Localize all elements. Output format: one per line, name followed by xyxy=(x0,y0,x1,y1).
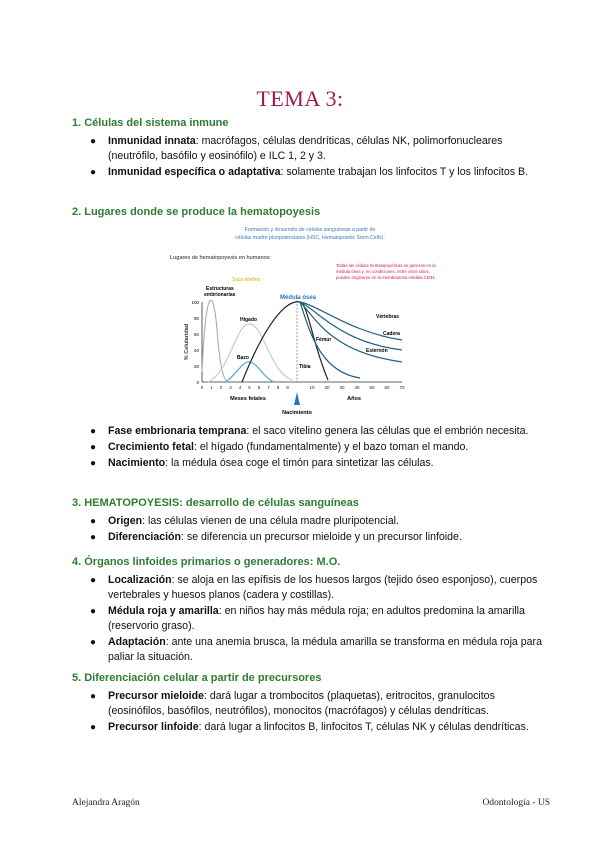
label-higado: Hígado xyxy=(240,317,257,323)
x-tick-label: 70 xyxy=(399,385,405,390)
bullet-icon: ● xyxy=(90,575,97,586)
list-item xyxy=(72,635,542,665)
label-esternon: Esternón xyxy=(366,348,388,354)
label-bazo: Bazo xyxy=(237,355,249,361)
figure-caption-line1: Formación y desarrollo de células sanguíneas a partir de xyxy=(244,227,376,233)
section-heading: 4. Órganos linfoides primarios o generadores: M.O. xyxy=(72,556,341,568)
bullet-list xyxy=(72,424,542,471)
item-term: Precursor mieloide xyxy=(108,690,204,702)
section-lugares-hematopoyesis xyxy=(72,205,542,223)
x-tick-label: 5 xyxy=(248,385,251,390)
y-tick-label: 80 xyxy=(193,316,199,321)
item-text: : el hígado (fundamentalmente) y el bazo toman el mando. xyxy=(193,441,469,453)
item-term: Nacimiento xyxy=(108,457,166,469)
y-tick-label: 60 xyxy=(193,332,199,337)
y-axis-label: % Celularidad xyxy=(184,323,190,361)
label-medula-osea: Médula ósea xyxy=(280,295,317,301)
x-tick-label: 10 xyxy=(309,385,315,390)
saco-vitelino-curve xyxy=(202,300,228,382)
bullet-list xyxy=(72,514,542,545)
bazo-curve xyxy=(226,362,274,382)
list-item xyxy=(72,573,542,603)
section-hematopoyesis xyxy=(72,496,542,546)
x-axis-label-anios: Años xyxy=(347,396,361,402)
bullet-list xyxy=(72,573,542,665)
x-tick-label: 4 xyxy=(238,385,242,390)
x-axis-label-meses: Meses fetales xyxy=(230,396,266,402)
item-term: Origen xyxy=(108,515,143,527)
label-tibia: Tibia xyxy=(299,364,311,370)
list-item xyxy=(72,689,542,719)
figure-caption-line2: células madre pluripotenciales (HSC, Hematopoietic Stem Cells). xyxy=(235,235,385,241)
x-tick-label: 1 xyxy=(210,385,213,390)
footer-author: Alejandra Aragón xyxy=(72,798,140,808)
label-saco-vitelino: Saco vitelino xyxy=(232,277,261,283)
item-term: Localización xyxy=(108,574,172,586)
item-text: : macrófagos, células dendríticas, células NK, polimorfonucleares (neutrófilo, basófilo y eosinófilo) e ILC 1, 2 y 3. xyxy=(108,135,503,162)
bullet-list xyxy=(72,689,542,735)
item-text: : la médula ósea coge el timón para sintetizar las células. xyxy=(165,457,434,469)
document-title: TEMA 3: xyxy=(256,86,344,111)
item-text: : se aloja en las epífisis de los huesos largos (tejido óseo esponjoso), cuerpos vertebrales y huesos planos (cadera y costillas). xyxy=(108,574,538,601)
section-diferenciacion-celular xyxy=(72,671,542,736)
x-tick-label: 2 xyxy=(219,385,223,390)
list-item xyxy=(72,424,542,439)
label-vertebras: Vértebras xyxy=(376,314,400,320)
list-item xyxy=(72,720,542,735)
item-term: Crecimiento fetal xyxy=(108,441,194,453)
hematopoiesis-chart xyxy=(170,222,440,420)
item-text: : dará lugar a trombocitos (plaquetas), eritrocitos, granulocitos (eosinófilos, basófilos, neutrófilos), monocitos (macrófagos) y células dendríticas. xyxy=(108,690,495,717)
item-text: : el saco vitelino genera las células que el embrión necesita. xyxy=(246,425,529,437)
list-item xyxy=(72,165,542,180)
higado-curve xyxy=(208,324,292,382)
item-term: Diferenciación xyxy=(108,531,182,543)
item-term: Fase embrionaria temprana xyxy=(108,425,247,437)
x-tick-label: 60 xyxy=(384,385,390,390)
list-item xyxy=(72,604,542,634)
section-celulas-sistema-inmune xyxy=(72,116,542,181)
label-estructuras: Estructuras xyxy=(206,286,234,292)
label-cadera: Cadera xyxy=(383,331,400,337)
section-heading: 1. Células del sistema inmune xyxy=(72,117,229,129)
item-text: : dará lugar a linfocitos B, linfocitos T, células NK y células dendríticas. xyxy=(198,721,529,733)
bullet-icon: ● xyxy=(90,722,97,733)
y-tick-label: 100 xyxy=(191,300,199,305)
list-item xyxy=(72,440,542,455)
bullet-icon: ● xyxy=(90,167,97,178)
bullet-icon: ● xyxy=(90,136,97,147)
section-heading: 3. HEMATOPOYESIS: desarrollo de células sanguíneas xyxy=(72,497,359,509)
x-tick-label: 50 xyxy=(369,385,375,390)
section-heading: 5. Diferenciación celular a partir de precursores xyxy=(72,672,322,684)
x-tick-label: 6 xyxy=(257,385,261,390)
x-tick-label: 8 xyxy=(276,385,280,390)
x-tick-label: 0 xyxy=(200,385,204,390)
y-tick-label: 20 xyxy=(193,364,199,369)
item-term: Inmunidad innata xyxy=(108,135,196,147)
item-text: : ante una anemia brusca, la médula amarilla se transforma en médula roja para paliar la situación. xyxy=(108,636,542,663)
list-item xyxy=(72,514,542,529)
section-lugares-list xyxy=(72,424,542,472)
bullet-icon: ● xyxy=(90,442,97,453)
footer-course: Odontología - US xyxy=(482,798,550,808)
item-term: Adaptación xyxy=(108,636,166,648)
item-text: : en niños hay más médula roja; en adultos predomina la amarilla (reservorio graso). xyxy=(108,605,525,632)
label-femur: Fémur xyxy=(316,337,332,343)
item-term: Inmunidad específica o adaptativa xyxy=(108,166,281,178)
figure-note-line3: pueden originarse en la membranosa médula CD34. xyxy=(336,275,436,280)
figure-note-line2: médula ósea y, en condiciones, entre otros sitios, xyxy=(336,269,430,274)
x-tick-label: 20 xyxy=(324,385,330,390)
item-text: : las células vienen de una célula madre pluripotencial. xyxy=(142,515,399,527)
list-item xyxy=(72,530,542,545)
bullet-icon: ● xyxy=(90,606,97,617)
item-term: Precursor linfoide xyxy=(108,721,199,733)
list-item xyxy=(72,456,542,471)
label-embrionarias: embrionarias xyxy=(204,292,236,298)
bullet-icon: ● xyxy=(90,637,97,648)
item-text: : se diferencia un precursor mieloide y un precursor linfoide. xyxy=(181,531,462,543)
figure-note-line1: Todas las células hematopoyéticas se generan en la xyxy=(336,263,436,268)
x-tick-label: 3 xyxy=(229,385,232,390)
item-term: Médula roja y amarilla xyxy=(108,605,219,617)
figure-subtitle: Lugares de hematopoyesis en humanos: xyxy=(170,255,272,261)
section-organos-linfoides xyxy=(72,555,542,666)
list-item xyxy=(72,134,542,164)
y-tick-label: 0 xyxy=(196,380,199,385)
y-tick-label: 40 xyxy=(193,348,199,353)
x-tick-label: 7 xyxy=(267,385,270,390)
x-tick-label: 40 xyxy=(354,385,360,390)
item-text: : solamente trabajan los linfocitos T y los linfocitos B. xyxy=(280,166,529,178)
bullet-icon: ● xyxy=(90,691,97,702)
hematopoiesis-figure xyxy=(170,222,440,420)
x-tick-label: 30 xyxy=(339,385,345,390)
bullet-icon: ● xyxy=(90,516,97,527)
label-nacimiento: Nacimiento xyxy=(282,410,312,416)
bullet-icon: ● xyxy=(90,532,97,543)
bullet-list xyxy=(72,134,542,180)
arrow-up-icon xyxy=(294,392,300,405)
bullet-icon: ● xyxy=(90,426,97,437)
x-tick-label: 9 xyxy=(286,385,289,390)
bullet-icon: ● xyxy=(90,458,97,469)
section-heading: 2. Lugares donde se produce la hematopoyesis xyxy=(72,206,321,218)
